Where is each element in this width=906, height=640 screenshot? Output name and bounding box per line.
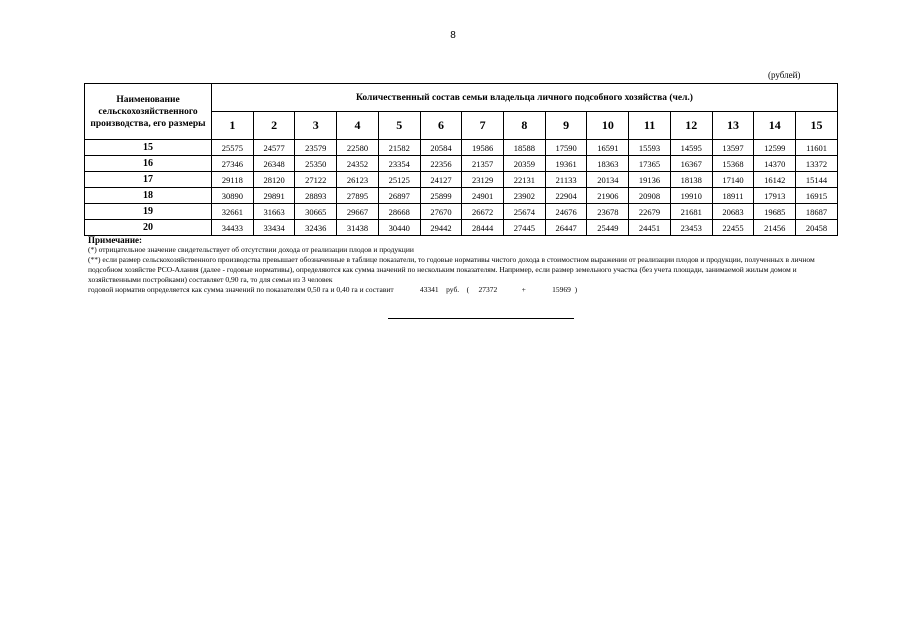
table-cell: 25899 (420, 188, 462, 204)
table-cell: 23453 (670, 220, 712, 236)
table-cell: 31438 (337, 220, 379, 236)
table-cell: 26672 (462, 204, 504, 220)
row-label: 17 (85, 172, 212, 188)
table-cell: 17140 (712, 172, 754, 188)
note-line-3: годовой норматив определяется как сумма значений по показателям 0,50 га и 0,40 га и составит 43341 руб. ( 27372 + 15969 ) (88, 285, 578, 294)
table-cell: 24577 (253, 140, 295, 156)
notes-title: Примечание: (88, 235, 143, 245)
table-cell: 20458 (796, 220, 838, 236)
column-header: 8 (504, 112, 546, 140)
table-cell: 29442 (420, 220, 462, 236)
table-cell: 24676 (545, 204, 587, 220)
table-cell: 24127 (420, 172, 462, 188)
table-cell: 27445 (504, 220, 546, 236)
column-header: 9 (545, 112, 587, 140)
table-cell: 27346 (212, 156, 254, 172)
table-cell: 24352 (337, 156, 379, 172)
table-cell: 25575 (212, 140, 254, 156)
table-cell: 26897 (378, 188, 420, 204)
column-header: 13 (712, 112, 754, 140)
table-row (85, 188, 838, 204)
table-cell: 14595 (670, 140, 712, 156)
table-cell: 21582 (378, 140, 420, 156)
table-cell: 15368 (712, 156, 754, 172)
table-cell: 22679 (629, 204, 671, 220)
table-cell: 25449 (587, 220, 629, 236)
table-cell: 21357 (462, 156, 504, 172)
table-cell: 27122 (295, 172, 337, 188)
table-cell: 27670 (420, 204, 462, 220)
table-cell: 22455 (712, 220, 754, 236)
table-cell: 26447 (545, 220, 587, 236)
table-cell: 20134 (587, 172, 629, 188)
table-cell: 28893 (295, 188, 337, 204)
table-row (85, 204, 838, 220)
table-cell: 32661 (212, 204, 254, 220)
table-cell: 25125 (378, 172, 420, 188)
table-cell: 30665 (295, 204, 337, 220)
divider-line (388, 318, 574, 319)
column-header: 2 (253, 112, 295, 140)
table-cell: 28120 (253, 172, 295, 188)
table-cell: 25350 (295, 156, 337, 172)
table-cell: 12599 (754, 140, 796, 156)
table-cell: 18911 (712, 188, 754, 204)
column-header: 12 (670, 112, 712, 140)
table-cell: 20584 (420, 140, 462, 156)
table-cell: 23902 (504, 188, 546, 204)
table-cell: 23354 (378, 156, 420, 172)
span-header: Количественный состав семьи владельца личного подсобного хозяйства (чел.) (212, 84, 838, 112)
table-cell: 21133 (545, 172, 587, 188)
table-cell: 21906 (587, 188, 629, 204)
table-cell: 16915 (796, 188, 838, 204)
table-cell: 19685 (754, 204, 796, 220)
table-cell: 14370 (754, 156, 796, 172)
note-line-1: (*) отрицательное значение свидетельствует об отсутствии дохода от реализации плодов и продукции (88, 245, 414, 254)
table-row (85, 140, 838, 156)
table-cell: 29667 (337, 204, 379, 220)
table-cell: 28668 (378, 204, 420, 220)
table-cell: 29891 (253, 188, 295, 204)
table-cell: 16367 (670, 156, 712, 172)
notes (88, 235, 848, 295)
row-label: 15 (85, 140, 212, 156)
table-cell: 29118 (212, 172, 254, 188)
table-cell: 33434 (253, 220, 295, 236)
table-cell: 17365 (629, 156, 671, 172)
table-cell: 26348 (253, 156, 295, 172)
table-cell: 23678 (587, 204, 629, 220)
table-cell: 22904 (545, 188, 587, 204)
table-cell: 21456 (754, 220, 796, 236)
table-cell: 23579 (295, 140, 337, 156)
column-header: 3 (295, 112, 337, 140)
table-cell: 19910 (670, 188, 712, 204)
table-cell: 25674 (504, 204, 546, 220)
row-label: 20 (85, 220, 212, 236)
table-cell: 22356 (420, 156, 462, 172)
norms-table (84, 83, 838, 236)
row-label: 18 (85, 188, 212, 204)
table-cell: 11601 (796, 140, 838, 156)
table-cell: 19361 (545, 156, 587, 172)
table-cell: 20683 (712, 204, 754, 220)
table-cell: 26123 (337, 172, 379, 188)
table-cell: 16591 (587, 140, 629, 156)
column-header: 14 (754, 112, 796, 140)
table-cell: 13372 (796, 156, 838, 172)
table-cell: 22580 (337, 140, 379, 156)
table-cell: 21681 (670, 204, 712, 220)
table-row (85, 220, 838, 236)
table-cell: 30440 (378, 220, 420, 236)
column-header: 7 (462, 112, 504, 140)
column-header: 5 (378, 112, 420, 140)
table-cell: 34433 (212, 220, 254, 236)
table-cell: 18687 (796, 204, 838, 220)
column-header: 11 (629, 112, 671, 140)
table-cell: 19136 (629, 172, 671, 188)
table-cell: 15144 (796, 172, 838, 188)
units-label: (рублей) (768, 70, 801, 80)
table-cell: 20359 (504, 156, 546, 172)
table-cell: 22131 (504, 172, 546, 188)
table-cell: 18588 (504, 140, 546, 156)
table-cell: 32436 (295, 220, 337, 236)
table-row (85, 156, 838, 172)
table-cell: 31663 (253, 204, 295, 220)
column-header: 1 (212, 112, 254, 140)
column-header: 6 (420, 112, 462, 140)
table-cell: 23129 (462, 172, 504, 188)
column-header: 4 (337, 112, 379, 140)
table-cell: 20908 (629, 188, 671, 204)
table-cell: 24901 (462, 188, 504, 204)
table-cell: 13597 (712, 140, 754, 156)
table-cell: 18363 (587, 156, 629, 172)
table-cell: 24451 (629, 220, 671, 236)
column-header: 10 (587, 112, 629, 140)
table-cell: 17590 (545, 140, 587, 156)
table-cell: 16142 (754, 172, 796, 188)
table-cell: 28444 (462, 220, 504, 236)
table-cell: 30890 (212, 188, 254, 204)
note-line-2: (**) если размер сельскохозяйственного производства превышает обозначенные в таблице показатели, то годовые нормативы чистого дохода в стоимостном выражении от реализации плодов и продукции, полученных в личном подсобном хозяйстве РСО-Алания (далее - годовые нормативы), определяются как сумма значений по нескольким показателям. Например, если размер земельного участка (без учета площади, занимаемой жилым домом и хозяйственными постройками) составляет 0,90 га, то для семьи из 3 человек (88, 255, 815, 284)
table-cell: 19586 (462, 140, 504, 156)
row-header: Наименование сельскохозяйственного производства, его размеры (85, 84, 212, 140)
column-header: 15 (796, 112, 838, 140)
table-cell: 27895 (337, 188, 379, 204)
table-row (85, 172, 838, 188)
table-cell: 17913 (754, 188, 796, 204)
table-body (85, 140, 838, 236)
row-label: 16 (85, 156, 212, 172)
table-cell: 18138 (670, 172, 712, 188)
table-cell: 15593 (629, 140, 671, 156)
row-label: 19 (85, 204, 212, 220)
page-number: 8 (450, 30, 456, 41)
